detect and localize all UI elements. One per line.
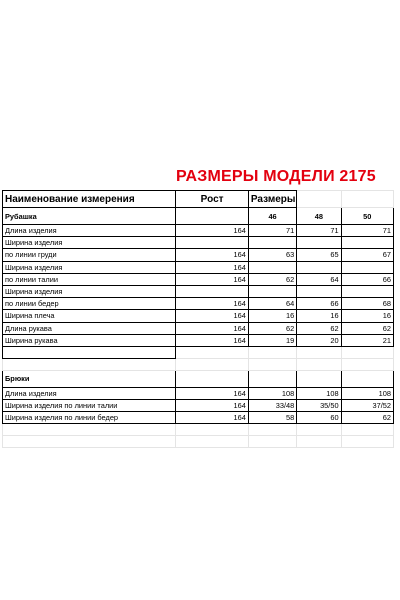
size-value — [341, 285, 393, 297]
shirt-section-row — [3, 208, 394, 225]
size-value: 64 — [248, 298, 296, 310]
measurement-label: Длина рукава — [3, 322, 176, 334]
size-value: 63 — [248, 249, 296, 261]
size-value: 68 — [341, 298, 393, 310]
measurement-label: по линии талии — [3, 273, 176, 285]
table-header-row — [3, 191, 394, 208]
shirt-measurement-row — [3, 322, 394, 334]
shirt-measurement-row — [3, 237, 394, 249]
size-50: 50 — [341, 208, 393, 225]
shirt-measurement-row — [3, 273, 394, 285]
size-value: 37/52 — [341, 400, 393, 412]
shirt-measurement-row — [3, 334, 394, 346]
measurement-label: Ширина изделия по линии талии — [3, 400, 176, 412]
size-value — [248, 285, 296, 297]
size-value: 16 — [248, 310, 296, 322]
size-value — [341, 261, 393, 273]
chart-title: РАЗМЕРЫ МОДЕЛИ 2175 — [176, 168, 376, 185]
size-value: 67 — [341, 249, 393, 261]
height-value: 164 — [176, 322, 249, 334]
size-value: 16 — [297, 310, 341, 322]
size-value: 71 — [341, 225, 393, 237]
size-value: 16 — [341, 310, 393, 322]
size-value: 35/50 — [297, 400, 341, 412]
shirt-measurement-row — [3, 298, 394, 310]
size-value: 71 — [248, 225, 296, 237]
size-value: 33/48 — [248, 400, 296, 412]
size-value — [248, 237, 296, 249]
header-measurement-name: Наименование измерения — [3, 191, 176, 208]
size-value: 108 — [248, 387, 296, 399]
size-value — [248, 261, 296, 273]
size-value: 62 — [341, 322, 393, 334]
size-value — [297, 261, 341, 273]
height-value: 164 — [176, 249, 249, 261]
trousers-measurement-row — [3, 387, 394, 399]
size-value: 60 — [297, 412, 341, 424]
size-48: 48 — [297, 208, 341, 225]
measurement-label: Ширина изделия по линии бедер — [3, 412, 176, 424]
shirt-measurement-row — [3, 310, 394, 322]
size-value — [297, 285, 341, 297]
measurement-label: Длина изделия — [3, 387, 176, 399]
shirt-measurement-row — [3, 249, 394, 261]
header-height: Рост — [176, 191, 249, 208]
height-value: 164 — [176, 273, 249, 285]
trousers-measurement-row — [3, 412, 394, 424]
height-value: 164 — [176, 310, 249, 322]
header-sizes: Размеры — [248, 191, 296, 208]
size-value: 108 — [341, 387, 393, 399]
shirt-rows — [3, 225, 394, 347]
trousers-section-title: Брюки — [3, 370, 176, 387]
size-table — [2, 190, 394, 448]
size-value: 65 — [297, 249, 341, 261]
size-value: 62 — [297, 322, 341, 334]
measurement-label: Ширина рукава — [3, 334, 176, 346]
size-value: 71 — [297, 225, 341, 237]
trousers-measurement-row — [3, 400, 394, 412]
height-value: 164 — [176, 261, 249, 273]
height-value: 164 — [176, 334, 249, 346]
size-value: 62 — [248, 322, 296, 334]
size-value: 64 — [297, 273, 341, 285]
size-value: 58 — [248, 412, 296, 424]
size-value: 108 — [297, 387, 341, 399]
measurement-label: Длина изделия — [3, 225, 176, 237]
height-value: 164 — [176, 412, 249, 424]
size-value: 66 — [341, 273, 393, 285]
size-value: 62 — [248, 273, 296, 285]
measurement-label: Ширина изделия — [3, 237, 176, 249]
shirt-measurement-row — [3, 261, 394, 273]
height-value — [176, 285, 249, 297]
size-46: 46 — [248, 208, 296, 225]
measurement-label: Ширина изделия — [3, 261, 176, 273]
measurement-label: Ширина плеча — [3, 310, 176, 322]
height-value — [176, 237, 249, 249]
size-value — [341, 237, 393, 249]
size-value: 20 — [297, 334, 341, 346]
shirt-section-title: Рубашка — [3, 208, 176, 225]
size-value — [297, 237, 341, 249]
measurement-label: по линии бедер — [3, 298, 176, 310]
shirt-measurement-row — [3, 285, 394, 297]
size-value: 21 — [341, 334, 393, 346]
height-value: 164 — [176, 400, 249, 412]
trousers-rows — [3, 387, 394, 424]
size-value: 62 — [341, 412, 393, 424]
size-value: 19 — [248, 334, 296, 346]
trousers-section-row — [3, 370, 394, 387]
height-value: 164 — [176, 387, 249, 399]
size-value: 66 — [297, 298, 341, 310]
height-value: 164 — [176, 298, 249, 310]
shirt-measurement-row — [3, 225, 394, 237]
height-value: 164 — [176, 225, 249, 237]
measurement-label: Ширина изделия — [3, 285, 176, 297]
measurement-label: по линии груди — [3, 249, 176, 261]
